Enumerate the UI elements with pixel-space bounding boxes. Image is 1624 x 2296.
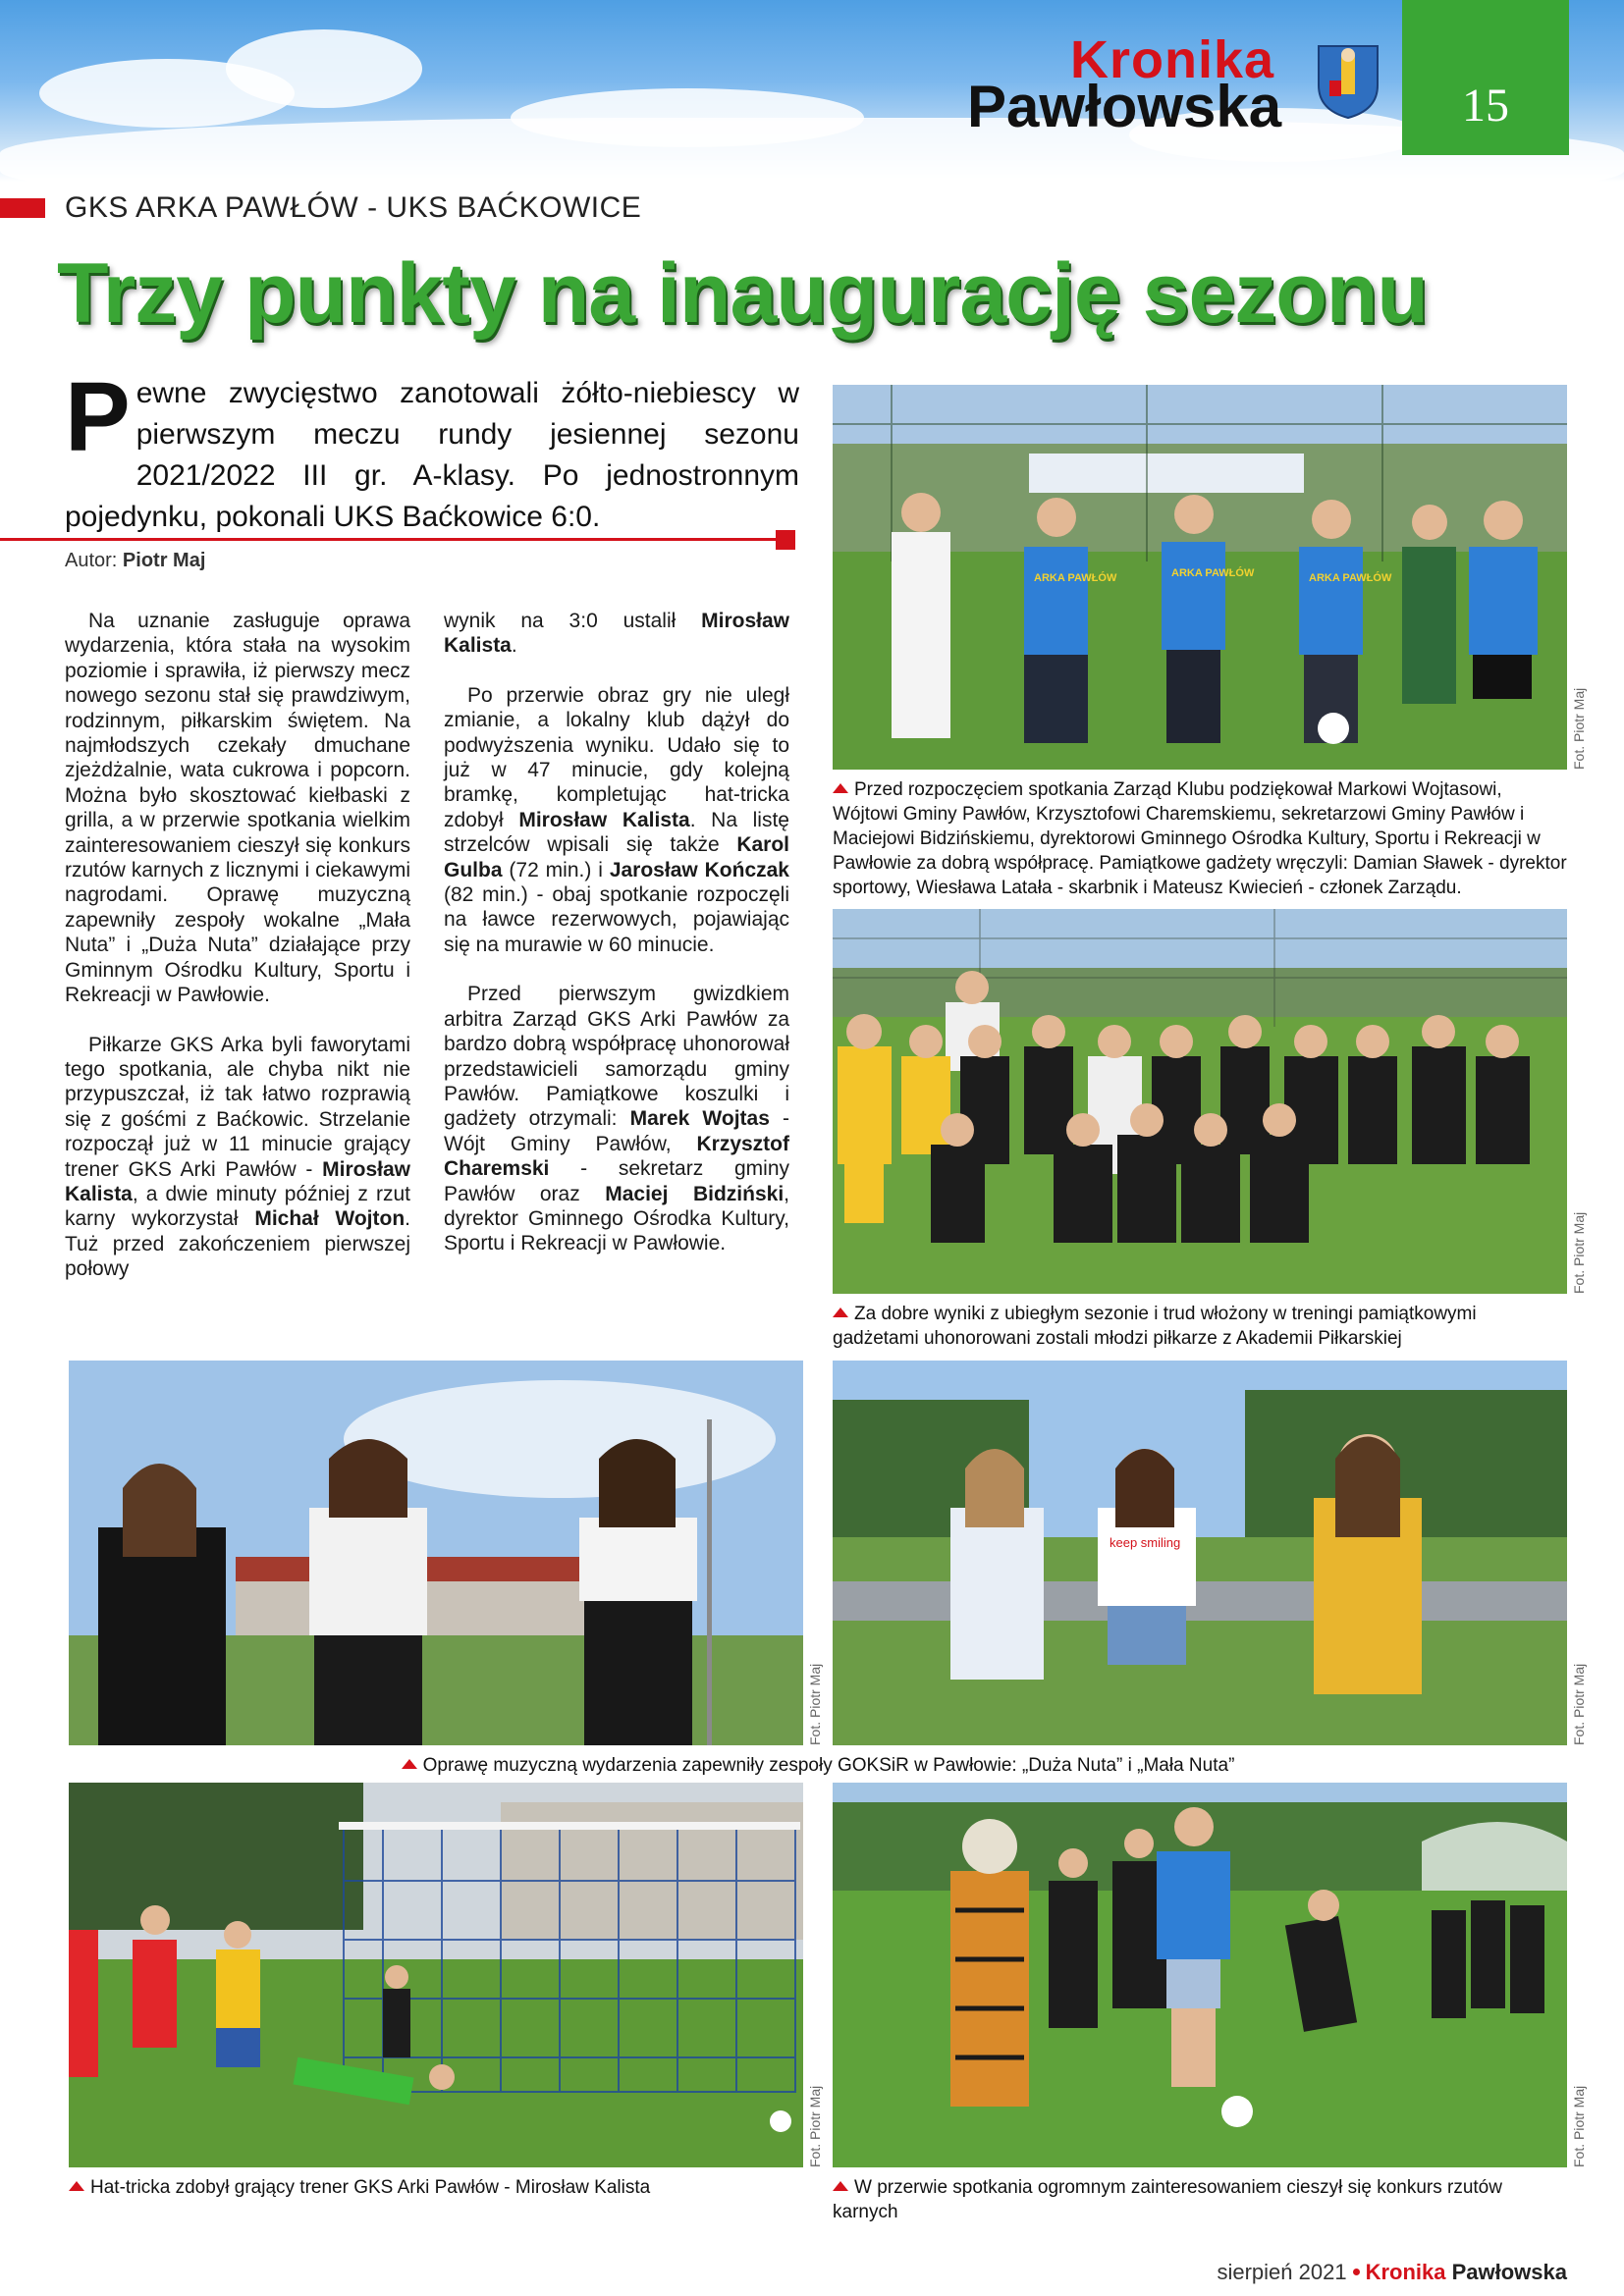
- text-run: .: [511, 634, 517, 658]
- page-number-box: [1402, 0, 1569, 155]
- paragraph: [444, 683, 789, 957]
- photo-caption-singers: [69, 1753, 1567, 1778]
- logo-kronika: Kronika: [1070, 30, 1275, 89]
- drop-cap: P: [65, 362, 131, 472]
- shirt-text: keep smiling: [1110, 1535, 1181, 1550]
- text-run: . Na listę strzelców wpisali się także: [444, 808, 789, 857]
- kicker-marker: [0, 198, 45, 218]
- lead-divider: [0, 538, 776, 541]
- author-label: Autor:: [65, 550, 118, 571]
- text-run: , dyrektor Gminnego Ośrodka Kultury, Sportu i Rekreacji w Pawłowie.: [444, 1182, 789, 1255]
- caption-text: Przed rozpoczęciem spotkania Zarząd Klubu podziękował Markowi Wojtasowi, Wójtowi Gminy Pawłów, Krzysztofowi Charemskiemu, sekretarzowi Gminy Pawłów i Maciejowi Bidzińskiemu, dyrektorowi Gminnego Ośrodka Kultury, Sportu i Rekreacji w Pawłowie za dobrą współpracę. Pamiątkowe gadżety wręczyli: Damian Sławek - dyrektor sportowy, Wiesława Latała - skarbnik i Mateusz Kwiecień - członek Zarządu.: [833, 779, 1567, 898]
- article-title: Trzy punkty na inaugurację sezonu: [57, 246, 1428, 341]
- text-run: Piłkarze GKS Arka byli faworytami tego spotkania, ale chyba nikt nie przypuszczał, iż tak łatwo rozprawią się z gośćmi z Baćkowic. Strzelanie rozpoczął już w 11 minucie grający trener GKS Arki Pawłów -: [65, 1033, 410, 1181]
- caret-up-icon: [402, 1759, 417, 1769]
- article-column-1: [65, 609, 410, 1307]
- page-footer: [1217, 2260, 1567, 2285]
- text-run: Przed pierwszym gwizdkiem arbitra Zarząd GKS Arki Pawłów za bardzo dobrą współpracę uhonorował przedstawicieli samorządu gminy Pawłów. Pamiątkowe koszulki i gadżety otrzymali:: [444, 983, 789, 1131]
- shirt-text: ARKA PAWŁÓW: [1034, 572, 1117, 584]
- magazine-logo: [967, 29, 1291, 147]
- text-run: , a dwie minuty później z rzut karny wykorzystał: [65, 1182, 410, 1231]
- person-name: Krzysztof Charemski: [444, 1132, 789, 1181]
- photo-academy-players: [833, 909, 1567, 1294]
- caret-up-icon: [833, 2181, 848, 2191]
- article-column-2: [444, 609, 789, 1281]
- player-name: Jarosław Kończak: [609, 858, 789, 881]
- caret-up-icon: [833, 783, 848, 793]
- text-run: Po przerwie obraz gry nie uległ zmianie, a lokalny klub dążył do podwyższenia wyniku. Udało się to już w 47 minucie, gdy kolejną bramkę, kompletując hat-tricka zdobył: [444, 683, 789, 831]
- paragraph: Na uznanie zasługuje oprawa wydarzenia, która stała na wysokim poziomie i sprawiła, iż pierwszy mecz nowego sezonu stał się prawdziwym, rodzinnym, piłkarskim świętem. Na najmłodszych czekały dmuchane zjeżdżalnie, wata cukrowa i popcorn. Można było skosztować kiełbaski z grilla, a w przerwie spotkania wielkim zainteresowaniem cieszył się konkurs rzutów karnych z licznymi i ciekawymi nagrodami. Oprawę muzyczną zapewniły zespoły wokalne „Mała Nuta” i „Duża Nuta” działające przy Gminnym Ośrodku Kultury, Sportu i Rekreacji w Pawłowie.: [65, 610, 410, 1007]
- photo-penalty-contest: [833, 1783, 1567, 2167]
- player-name: Karol Gulba: [444, 833, 789, 881]
- photo-singers-mala-nuta: [833, 1361, 1567, 1745]
- person-name: Marek Wojtas: [629, 1107, 770, 1131]
- player-name: Mirosław Kalista: [518, 808, 690, 831]
- photo-caption-penalty: [833, 2175, 1567, 2224]
- page-header: [0, 0, 1624, 182]
- photo-credit: Fot. Piotr Maj: [807, 1663, 823, 1745]
- cloud-decoration: [226, 29, 422, 108]
- article-kicker: GKS ARKA PAWŁÓW - UKS BAĆKOWICE: [65, 191, 642, 224]
- text-run: - sekretarz gminy Pawłów oraz: [444, 1157, 789, 1205]
- photo-credit: Fot. Piotr Maj: [807, 2085, 823, 2167]
- issue-date: sierpień 2021: [1217, 2260, 1347, 2284]
- photo-caption-officials: [833, 777, 1567, 900]
- footer-brand-kronika: Kronika: [1365, 2260, 1446, 2284]
- shirt-text: ARKA PAWŁÓW: [1309, 572, 1392, 584]
- photo-caption-goal: [69, 2175, 803, 2200]
- photo-officials: [833, 385, 1567, 770]
- paragraph: [65, 1033, 410, 1282]
- text-run: wynik na 3:0 ustalił: [444, 610, 702, 632]
- caption-text: Za dobre wyniki z ubiegłym sezonie i trud włożony w treningi pamiątkowymi gadżetami uhonorowani zostali młodzi piłkarze z Akademii Piłkarskiej: [833, 1304, 1477, 1349]
- text-run: (72 min.) i: [502, 858, 610, 881]
- caret-up-icon: [833, 1308, 848, 1317]
- caret-up-icon: [69, 2181, 84, 2191]
- photo-singers-duza-nuta: [69, 1361, 803, 1745]
- person-name: Maciej Bidziński: [605, 1182, 785, 1205]
- author-name: Piotr Maj: [122, 550, 206, 571]
- text-run: . Tuż przed zakończeniem pierwszej połowy: [65, 1207, 410, 1281]
- shirt-text: ARKA PAWŁÓW: [1171, 567, 1255, 579]
- photo-goal-action: [69, 1783, 803, 2167]
- player-name: Michał Wojton: [254, 1207, 406, 1231]
- lead-text: ewne zwycięstwo zanotowali żółto-niebiescy w pierwszym meczu rundy jesiennej sezonu 2021/2022 III gr. A-klasy. Po jednostronnym pojedynku, pokonali UKS Baćkowice 6:0.: [65, 377, 799, 533]
- page-number: 15: [1462, 80, 1509, 132]
- photo-credit: Fot. Piotr Maj: [1571, 1211, 1587, 1294]
- player-name: Mirosław Kalista: [444, 610, 789, 658]
- photo-credit: Fot. Piotr Maj: [1571, 1663, 1587, 1745]
- caption-text: Hat-tricka zdobył grający trener GKS Arki Pawłów - Mirosław Kalista: [90, 2177, 651, 2198]
- caption-text: W przerwie spotkania ogromnym zainteresowaniem cieszył się konkurs rzutów karnych: [833, 2177, 1502, 2222]
- article-author: [65, 550, 205, 572]
- footer-brand-pawlowska: Pawłowska: [1451, 2260, 1567, 2284]
- lead-divider-end: [776, 530, 795, 550]
- coat-of-arms-icon: [1314, 41, 1382, 120]
- text-run: (82 min.) - obaj spotkanie rozpoczęli na ławce rezerwowych, pojawiając się na murawie w 60 minucie.: [444, 883, 789, 956]
- player-name: Mirosław Kalista: [65, 1157, 410, 1205]
- photo-caption-academy: [833, 1302, 1567, 1351]
- text-run: - Wójt Gminy Pawłów,: [444, 1107, 790, 1155]
- dot-icon: [1353, 2269, 1360, 2275]
- photo-credit: Fot. Piotr Maj: [1571, 2085, 1587, 2167]
- paragraph: [444, 609, 789, 659]
- caption-text: Oprawę muzyczną wydarzenia zapewniły zespoły GOKSiR w Pawłowie: „Duża Nuta” i „Mała Nuta”: [422, 1755, 1235, 1776]
- photo-credit: Fot. Piotr Maj: [1571, 687, 1587, 770]
- logo-pawlowska: Pawłowska: [967, 74, 1282, 139]
- paragraph: [444, 982, 789, 1255]
- cloud-decoration: [0, 118, 1624, 182]
- article-lead: [65, 362, 799, 538]
